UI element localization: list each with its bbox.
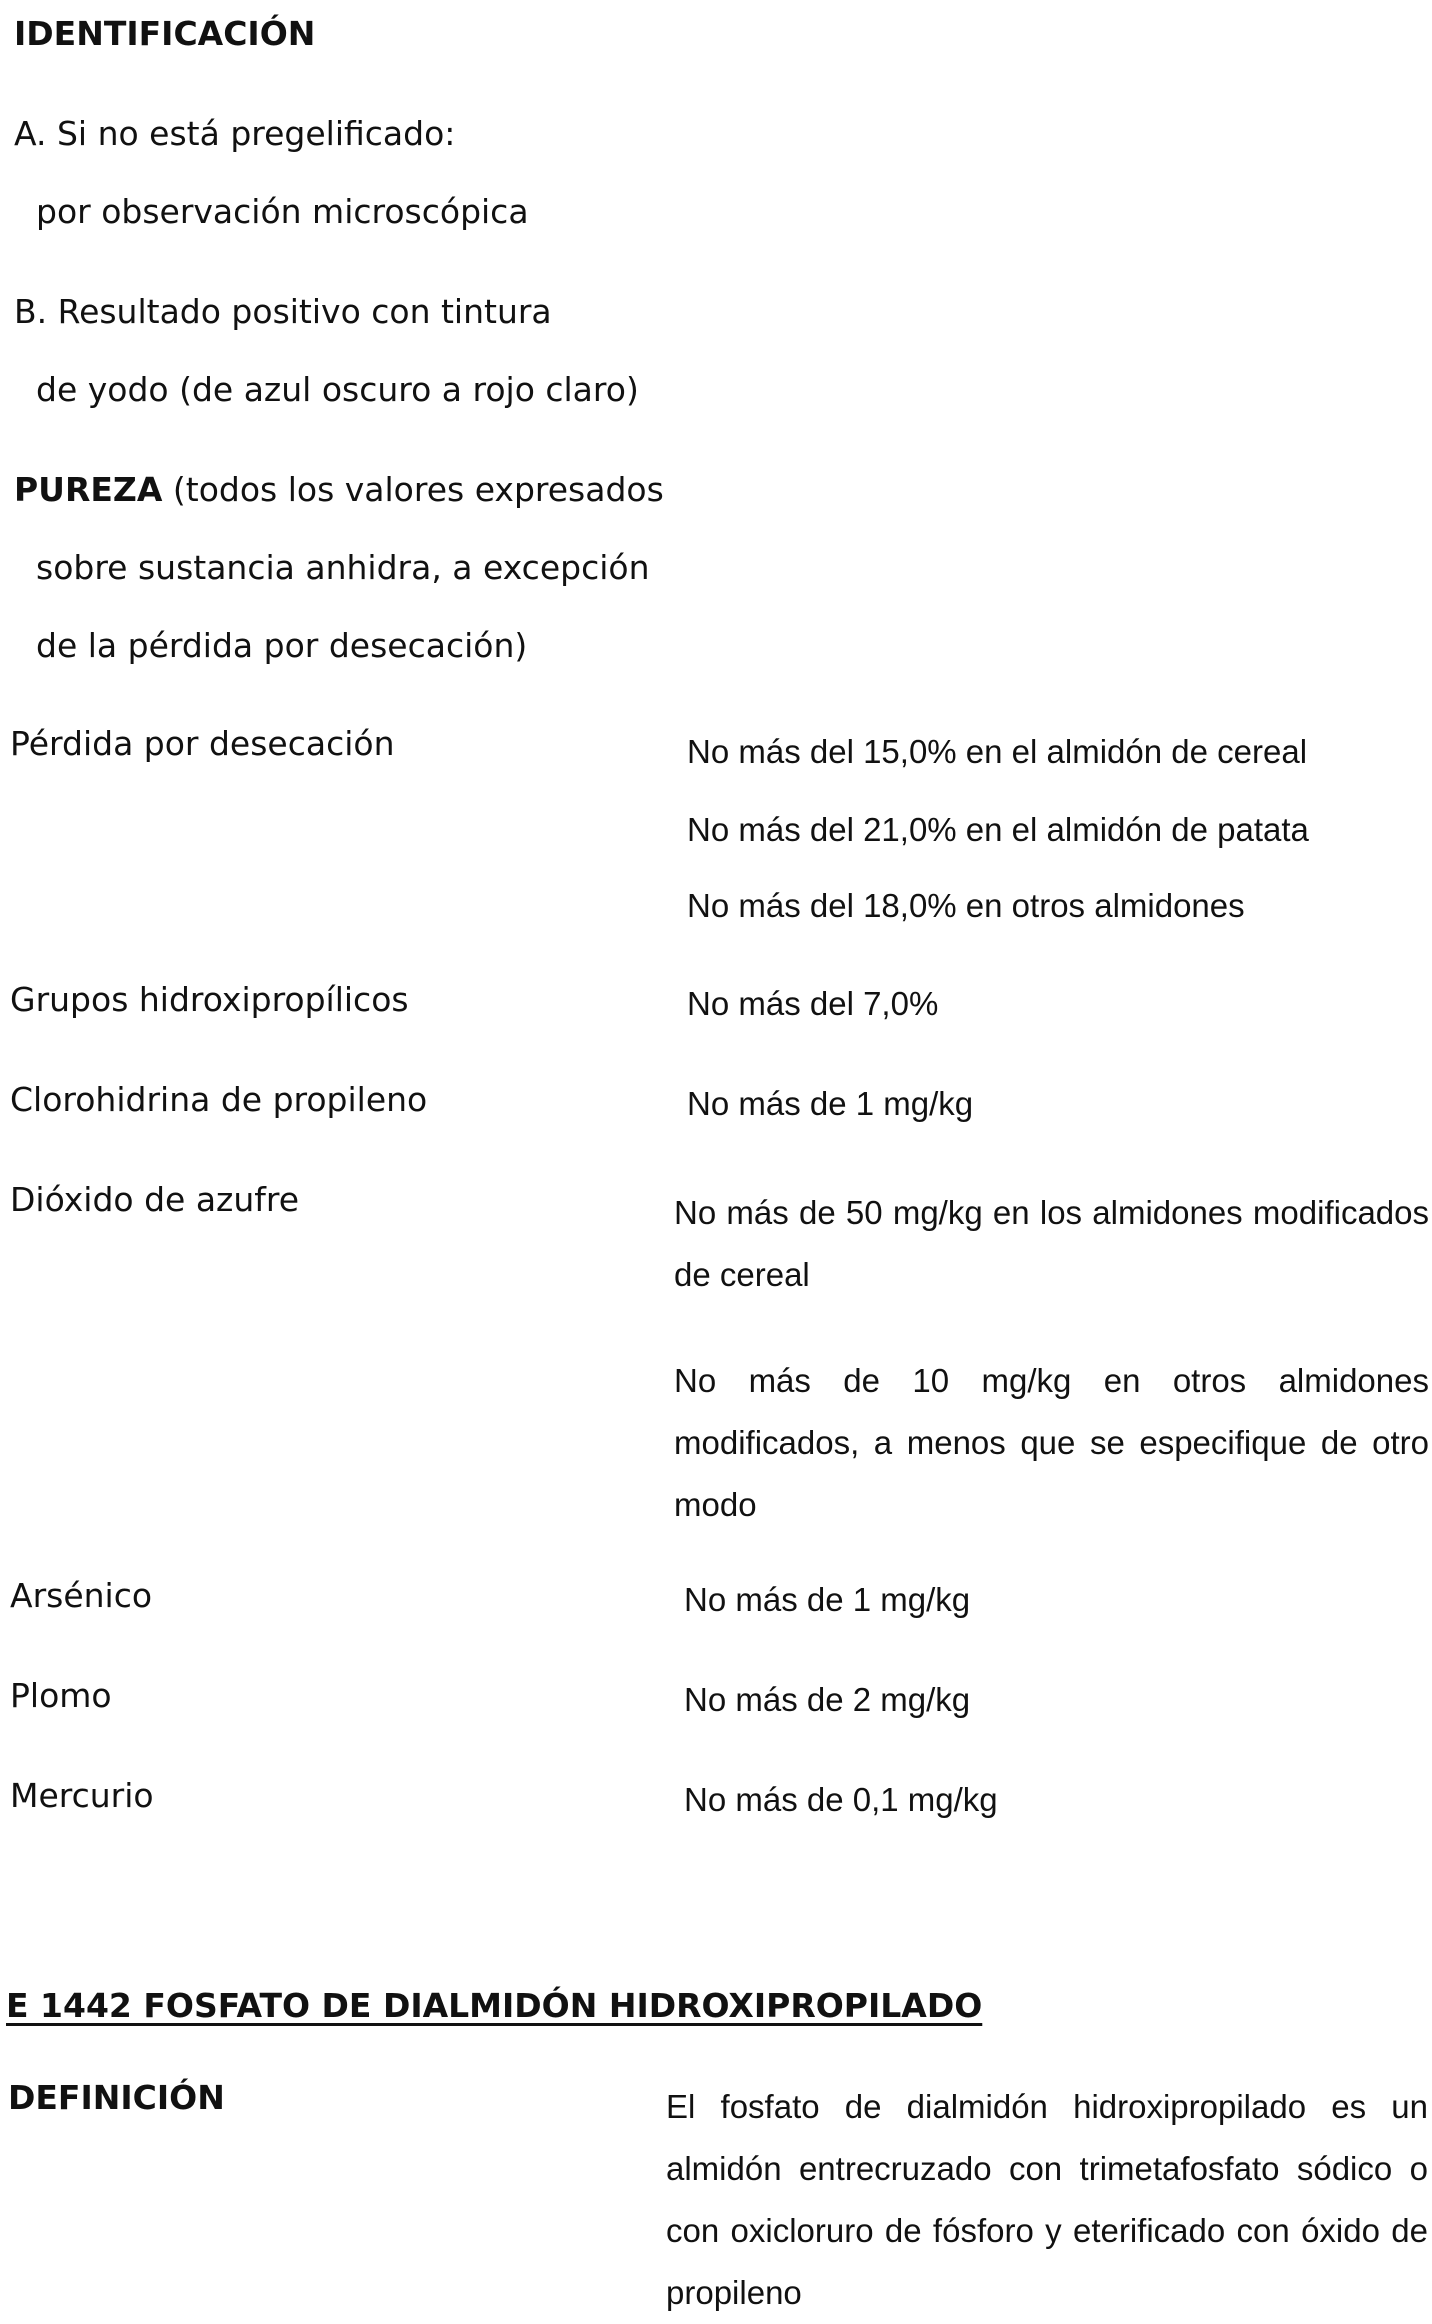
pureza-line3: de la pérdida por desecación) xyxy=(36,626,528,665)
spec-value-dioxido-1: No más de 50 mg/kg en los almidones modificados de cereal xyxy=(674,1194,1429,1293)
identificacion-heading: IDENTIFICACIÓN xyxy=(14,14,316,53)
definicion-label: DEFINICIÓN xyxy=(8,2078,225,2117)
pureza-line1 xyxy=(14,470,664,510)
spec-label-arsenico: Arsénico xyxy=(10,1576,153,1615)
spec-value-dioxido-2: No más de 10 mg/kg en otros almidones modificados, a menos que se especifique de otro modo xyxy=(674,1362,1429,1523)
spec-label-hidroxipropilicos: Grupos hidroxipropílicos xyxy=(10,980,409,1019)
spec-label-dioxido: Dióxido de azufre xyxy=(10,1180,300,1219)
spec-label-plomo: Plomo xyxy=(10,1676,112,1715)
spec-label-mercurio: Mercurio xyxy=(10,1776,154,1815)
spec-value-plomo: No más de 2 mg/kg xyxy=(684,1681,971,1718)
spec-value-clorohidrina: No más de 1 mg/kg xyxy=(687,1085,974,1122)
spec-value-perdida-1: No más del 15,0% en el almidón de cereal xyxy=(687,733,1308,770)
pureza-line2: sobre sustancia anhidra, a excepción xyxy=(36,548,650,587)
spec-value-hidroxipropilicos: No más del 7,0% xyxy=(687,985,939,1022)
spec-value-arsenico: No más de 1 mg/kg xyxy=(684,1581,971,1618)
identificacion-a-line2: por observación microscópica xyxy=(36,192,529,231)
identificacion-b-line1: B. Resultado positivo con tintura xyxy=(14,292,552,331)
spec-value-mercurio: No más de 0,1 mg/kg xyxy=(684,1781,998,1818)
identificacion-a-line1: A. Si no está pregelificado: xyxy=(14,114,456,153)
definicion-text: El fosfato de dialmidón hidroxipropilado es un almidón entrecruzado con trimetafosfato sódico o con oxicloruro de fósforo y eterificado con óxido de propileno xyxy=(666,2088,1428,2311)
identificacion-b-line2: de yodo (de azul oscuro a rojo claro) xyxy=(36,370,639,409)
spec-value-perdida-3: No más del 18,0% en otros almidones xyxy=(687,887,1245,924)
spec-label-clorohidrina: Clorohidrina de propileno xyxy=(10,1080,428,1119)
pureza-heading: PUREZA xyxy=(14,470,163,509)
spec-label-perdida: Pérdida por desecación xyxy=(10,724,395,763)
e1442-title: E 1442 FOSFATO DE DIALMIDÓN HIDROXIPROPILADO xyxy=(6,1986,983,2025)
spec-value-perdida-2: No más del 21,0% en el almidón de patata xyxy=(687,811,1309,848)
pureza-line1-rest: (todos los valores expresados xyxy=(162,470,664,509)
